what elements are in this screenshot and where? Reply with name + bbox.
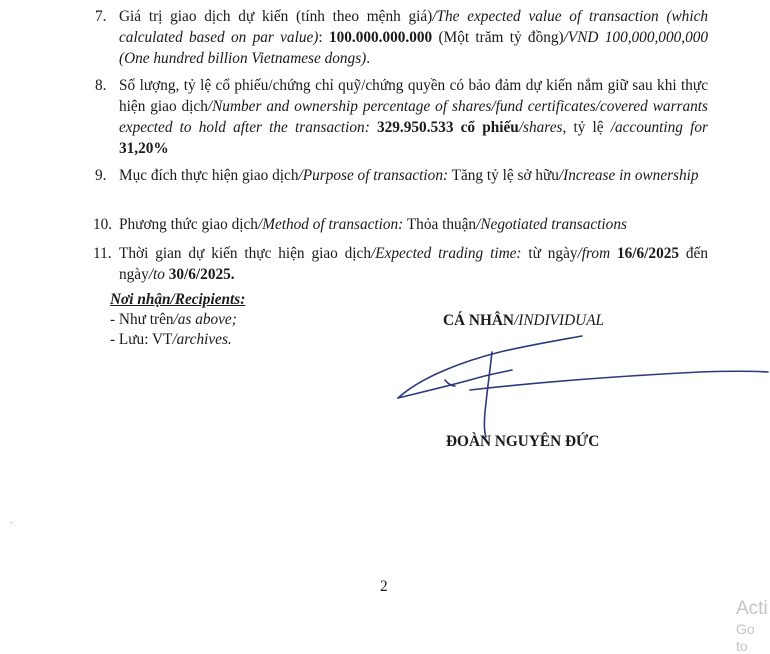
item-text: Giá trị giao dịch dự kiến (tính theo mệnh giá)/The expected value of transaction (which calculated based on par value): 100.000.000.000 (Một trăm tỷ đồng)/VND 100,000,000,000 (One hundred billion Vietnamese dongs). [119, 8, 709, 67]
item-number: 9. [95, 167, 107, 184]
item-number: 8. [95, 77, 107, 94]
item-text: Số lượng, tỷ lệ cổ phiếu/chứng chỉ quỹ/chứng quyền có bảo đảm dự kiến nắm giữ sau khi thực hiện giao dịch/Number and ownership percentage of shares/fund certificates/covered warrants expected to hold after the transaction: 329.950.533 cổ phiếu/shares, tỷ lệ /accounting for 31,20% [119, 77, 708, 157]
signature-title: CÁ NHÂN/INDIVIDUAL [443, 312, 605, 329]
watermark-line2: Go to [736, 620, 755, 654]
activation-watermark [736, 598, 770, 654]
page-number: 2 [380, 578, 388, 595]
scan-speck [11, 522, 12, 523]
signer-name: ĐOÀN NGUYÊN ĐỨC [446, 433, 600, 450]
recipient-line: - Lưu: VT/archives. [110, 331, 232, 348]
item-text: Phương thức giao dịch/Method of transaction: Thỏa thuận/Negotiated transactions [119, 216, 627, 233]
recipients-heading: Nơi nhận/Recipients: [110, 291, 246, 308]
item-text: Mục đích thực hiện giao dịch/Purpose of transaction: Tăng tỷ lệ sở hữu/Increase in ownership [119, 167, 699, 184]
recipient-line: - Như trên/as above; [110, 311, 237, 328]
item-text: Thời gian dự kiến thực hiện giao dịch/Expected trading time: từ ngày/from 16/6/2025 đến ngày/to 30/6/2025. [119, 245, 708, 283]
item-number: 11. [93, 245, 112, 262]
watermark-line1: Acti [736, 598, 768, 619]
item-number: 7. [95, 8, 107, 25]
item-number: 10. [93, 216, 113, 233]
